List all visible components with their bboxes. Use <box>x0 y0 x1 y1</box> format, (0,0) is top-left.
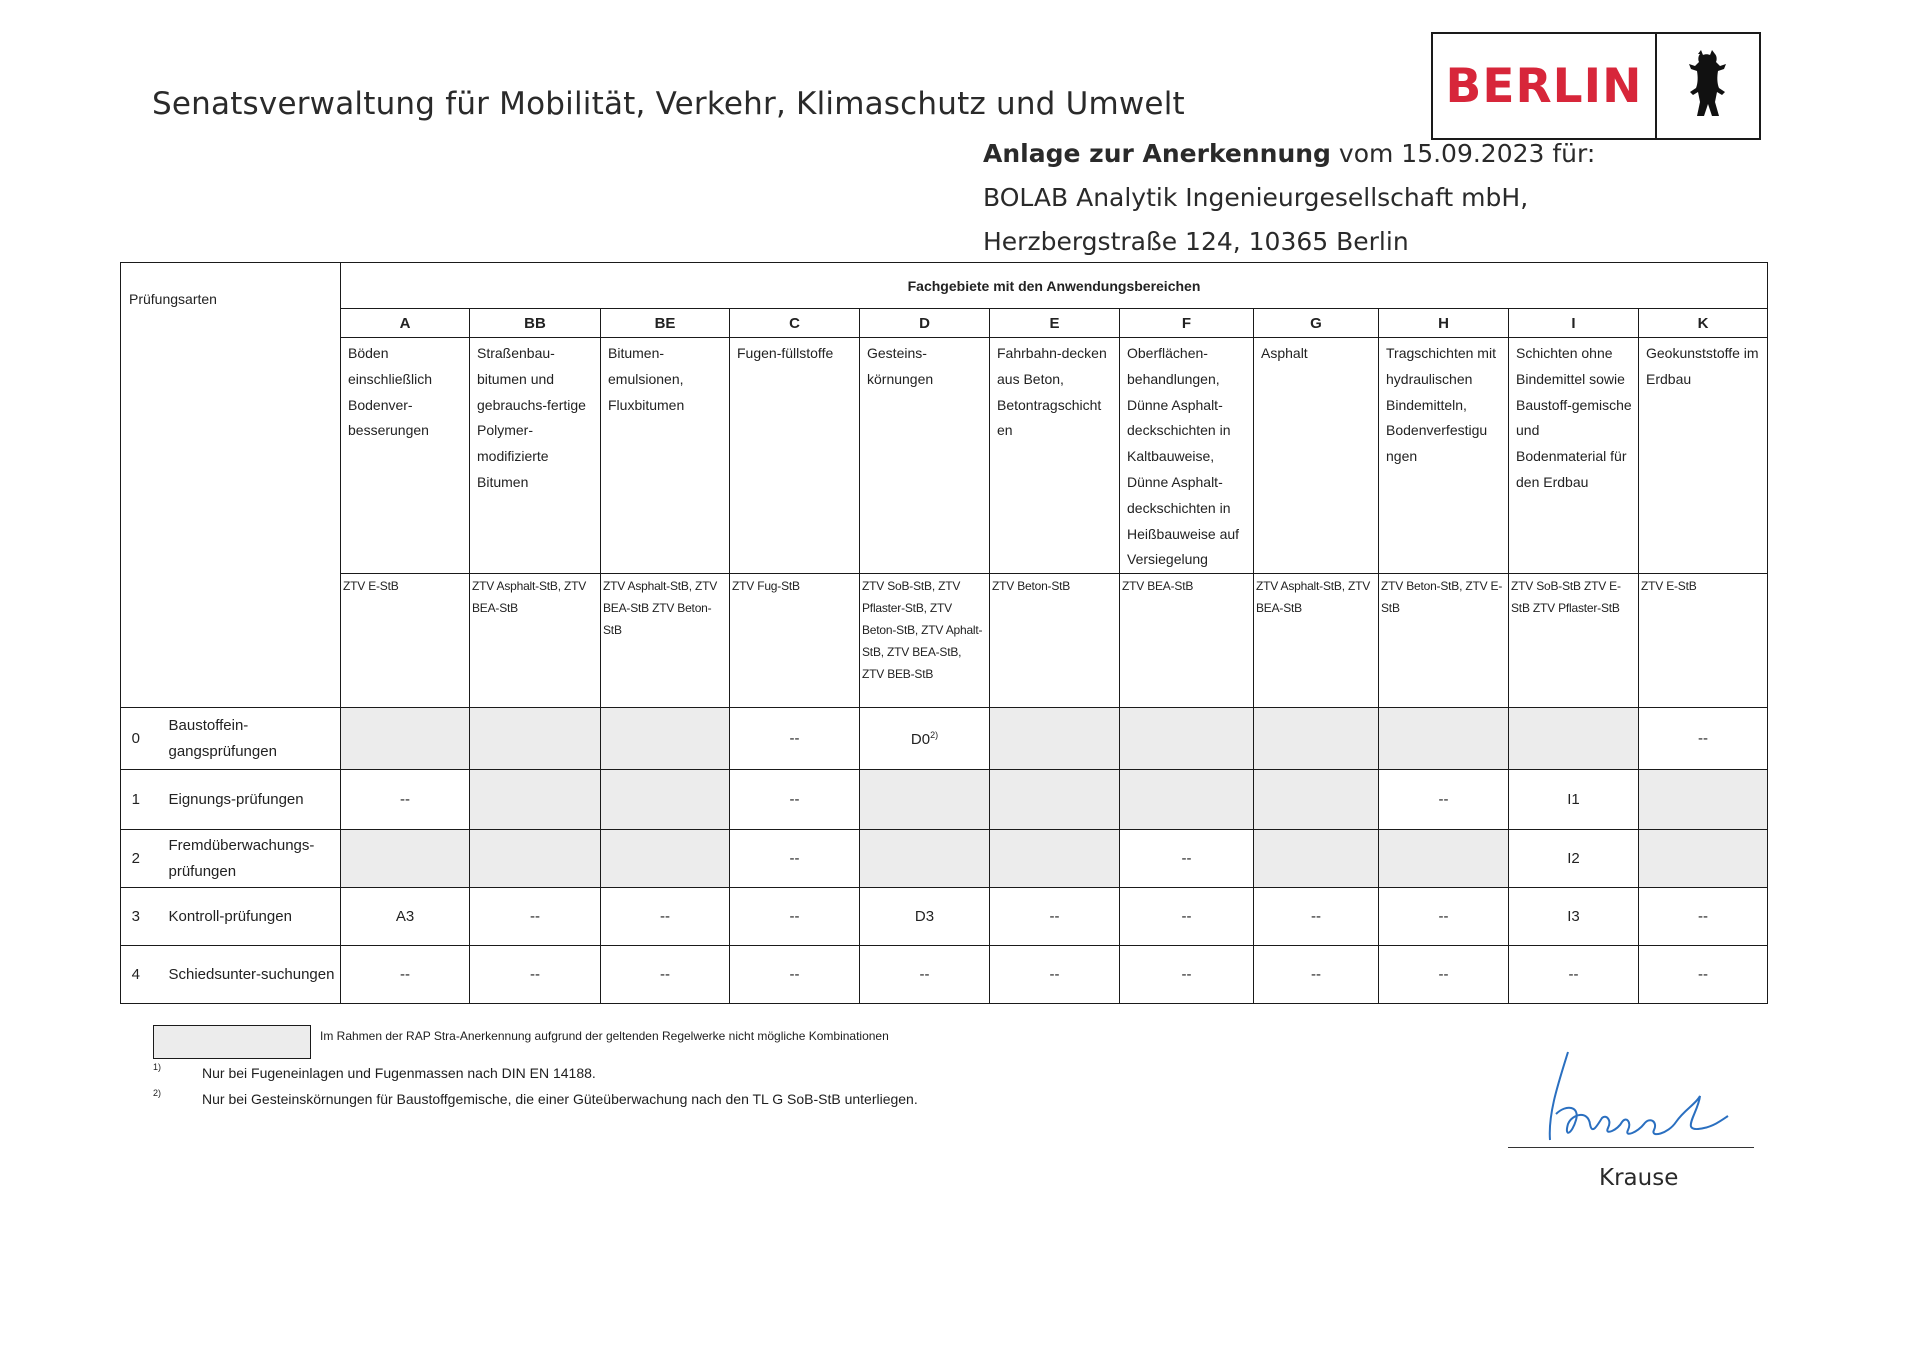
table-cell <box>1379 770 1509 830</box>
table-row <box>121 830 1768 888</box>
column-letter-k: K <box>1639 309 1768 338</box>
cell-value: -- <box>530 908 540 926</box>
table-cell <box>860 708 990 770</box>
column-regulations-text: ZTV BEA-StB <box>1122 579 1194 594</box>
cell-value: -- <box>789 850 800 868</box>
cell-value: -- <box>660 908 670 926</box>
row-test-type-label: Kontroll-prüfungen <box>168 907 292 925</box>
column-description <box>1379 338 1509 574</box>
table-cell <box>990 770 1120 830</box>
table-cell <box>601 946 730 1004</box>
signature-line <box>1508 1147 1754 1148</box>
table-cell <box>470 708 601 770</box>
anlage-block <box>983 132 1595 264</box>
column-description-text: Oberflächen-behandlungen, Dünne Asphalt-deckschichten in Kaltbauweise, Dünne Asphalt-deckschichten in Heißbauweise auf Versiegelung <box>1127 345 1240 568</box>
footnote-mark: 2) <box>153 1088 162 1098</box>
table-cell <box>1120 888 1254 946</box>
row-number: 3 <box>121 888 151 946</box>
cell-value: I3 <box>1567 908 1580 926</box>
table-cell <box>1509 830 1639 888</box>
table-cell <box>341 830 470 888</box>
anlage-line <box>983 132 1595 176</box>
table-cell <box>1254 708 1379 770</box>
column-description-text: Bitumen-emulsionen, Fluxbitumen <box>608 345 685 413</box>
column-description <box>1254 338 1379 574</box>
row-test-type <box>151 830 341 888</box>
table-row <box>121 708 1768 770</box>
column-letter-f: F <box>1120 309 1254 338</box>
row-number: 1 <box>121 770 151 830</box>
row-number: 0 <box>121 708 151 770</box>
table-cell <box>601 708 730 770</box>
anlage-date: vom 15.09.2023 für: <box>1330 139 1596 168</box>
column-regulations <box>1509 574 1639 708</box>
berlin-bear-icon <box>1657 34 1759 138</box>
column-regulations-text: ZTV Beton-StB <box>992 579 1071 594</box>
table-cell <box>730 830 860 888</box>
cell-value: -- <box>1311 908 1321 926</box>
column-regulations-text: ZTV E-StB <box>1641 579 1697 594</box>
cell-value: -- <box>1311 966 1321 984</box>
pruefungsarten-header <box>121 263 341 708</box>
column-regulations <box>1254 574 1379 708</box>
column-letter-c: C <box>730 309 860 338</box>
column-letter-e: E <box>990 309 1120 338</box>
column-letter-d: D <box>860 309 990 338</box>
table-cell <box>1509 708 1639 770</box>
column-regulations <box>470 574 601 708</box>
column-regulations-text: ZTV Beton-StB, ZTV E-StB <box>1381 579 1503 616</box>
row-number: 4 <box>121 946 151 1004</box>
table-cell <box>1509 888 1639 946</box>
cell-value: -- <box>1698 908 1708 926</box>
table-cell <box>1639 770 1768 830</box>
column-regulations-text: ZTV E-StB <box>343 579 399 594</box>
handwritten-signature <box>1528 1044 1748 1158</box>
company-address: Herzbergstraße 124, 10365 Berlin <box>983 227 1409 256</box>
table-cell <box>601 888 730 946</box>
footnote-reference: 2) <box>930 729 939 740</box>
column-letter-g: G <box>1254 309 1379 338</box>
cell-value: -- <box>1049 908 1060 926</box>
column-regulations <box>730 574 860 708</box>
table-cell <box>990 708 1120 770</box>
column-description-text: Fugen-füllstoffe <box>737 345 834 361</box>
berlin-logo <box>1431 32 1761 140</box>
row-test-type-label: Schiedsunter-suchungen <box>168 965 335 983</box>
table-cell <box>601 770 730 830</box>
column-description-text: Schichten ohne Bindemittel sowie Baustoff-gemische und Bodenmaterial für den Erdbau <box>1516 345 1632 490</box>
pruefungsarten-label: Prüfungsarten <box>129 291 217 307</box>
authority-title: Senatsverwaltung für Mobilität, Verkehr, Klimaschutz und Umwelt <box>152 86 1185 122</box>
column-description-text: Tragschichten mit hydraulischen Bindemitteln, Bodenverfestigu ngen <box>1386 345 1496 465</box>
table-row <box>121 888 1768 946</box>
table-row <box>121 770 1768 830</box>
column-regulations-text: ZTV SoB-StB, ZTV Pflaster-StB, ZTV Beton-StB, ZTV Aphalt-StB, ZTV BEA-StB, ZTV BEB-StB <box>862 579 983 682</box>
cell-value: A3 <box>395 908 415 926</box>
column-regulations <box>601 574 730 708</box>
row-test-type-label: Baustoffein-gangsprüfungen <box>168 716 277 760</box>
table-cell <box>990 830 1120 888</box>
table-cell <box>341 708 470 770</box>
table-cell <box>1120 830 1254 888</box>
table-cell <box>1639 830 1768 888</box>
company-name: BOLAB Analytik Ingenieurgesellschaft mbH, <box>983 183 1529 212</box>
table-cell <box>1254 830 1379 888</box>
table-cell <box>730 888 860 946</box>
cell-value: I1 <box>1567 791 1580 809</box>
table-cell <box>860 946 990 1004</box>
table-row <box>121 946 1768 1004</box>
logo-wordmark: BERLIN <box>1433 34 1657 138</box>
signature-name: Krause <box>1599 1165 1679 1191</box>
column-regulations <box>1639 574 1768 708</box>
column-description-text: Fahrbahn-decken aus Beton, Betontragschicht en <box>997 345 1107 439</box>
table-cell <box>1254 770 1379 830</box>
column-regulations <box>860 574 990 708</box>
table-cell <box>341 888 470 946</box>
footnote-mark: 1) <box>153 1062 162 1072</box>
table-cell <box>1639 946 1768 1004</box>
table-cell <box>1639 888 1768 946</box>
table-cell <box>1379 830 1509 888</box>
column-regulations <box>1120 574 1254 708</box>
table-cell <box>1509 946 1639 1004</box>
row-number: 2 <box>121 830 151 888</box>
footnote-text: Nur bei Gesteinskörnungen für Baustoffgemische, die einer Güteüberwachung nach den TL G SoB-StB unterliegen. <box>202 1091 918 1107</box>
cell-value: -- <box>919 966 930 984</box>
table-cell <box>470 770 601 830</box>
row-test-type <box>151 708 341 770</box>
column-regulations-text: ZTV SoB-StB ZTV E-StB ZTV Pflaster-StB <box>1511 579 1621 616</box>
cell-value: -- <box>400 966 410 984</box>
cell-value: -- <box>400 791 410 809</box>
column-description <box>730 338 860 574</box>
table-cell <box>1120 770 1254 830</box>
cell-value: -- <box>1181 908 1192 926</box>
cell-value: -- <box>1438 791 1449 809</box>
column-description-text: Gesteins-körnungen <box>867 345 934 387</box>
cell-value: -- <box>1698 730 1708 748</box>
column-description <box>990 338 1120 574</box>
cell-value: D0 <box>910 730 931 748</box>
cell-value: -- <box>789 908 800 926</box>
table-cell <box>1254 946 1379 1004</box>
column-letter-a: A <box>341 309 470 338</box>
cell-value: -- <box>1181 850 1192 868</box>
column-letter-i: I <box>1509 309 1639 338</box>
cell-value: -- <box>789 966 800 984</box>
column-letter-h: H <box>1379 309 1509 338</box>
table-cell <box>470 946 601 1004</box>
column-regulations-text: ZTV Asphalt-StB, ZTV BEA-StB <box>1256 579 1371 616</box>
column-description-text: Straßenbau-bitumen und gebrauchs-fertige Polymer-modifizierte Bitumen <box>477 345 586 490</box>
table-cell <box>1639 708 1768 770</box>
cell-value: -- <box>789 791 800 809</box>
cell-value: -- <box>789 730 800 748</box>
table-cell <box>860 770 990 830</box>
table-cell <box>1509 770 1639 830</box>
table-cell <box>1254 888 1379 946</box>
table-cell <box>730 708 860 770</box>
column-description <box>1509 338 1639 574</box>
table-cell <box>990 946 1120 1004</box>
cell-value: -- <box>1698 966 1708 984</box>
column-letter-bb: BB <box>470 309 601 338</box>
cell-value: -- <box>1438 966 1449 984</box>
table-cell <box>1120 708 1254 770</box>
row-test-type-label: Fremdüberwachungs-prüfungen <box>168 836 315 880</box>
cell-value: -- <box>660 966 670 984</box>
row-test-type-label: Eignungs-prüfungen <box>168 790 304 808</box>
cell-value: -- <box>1181 966 1192 984</box>
table-cell <box>1379 888 1509 946</box>
column-description-text: Böden einschließlich Bodenver-besserungen <box>348 345 433 439</box>
table-cell <box>341 770 470 830</box>
cell-value: -- <box>1049 966 1060 984</box>
column-regulations-text: ZTV Asphalt-StB, ZTV BEA-StB ZTV Beton-StB <box>603 579 718 638</box>
column-description-text: Geokunststoffe im Erdbau <box>1646 345 1759 387</box>
column-description <box>470 338 601 574</box>
table-cell <box>1379 708 1509 770</box>
column-regulations-text: ZTV Asphalt-StB, ZTV BEA-StB <box>472 579 587 616</box>
row-test-type <box>151 770 341 830</box>
column-description-text: Asphalt <box>1261 345 1308 361</box>
column-regulations <box>990 574 1120 708</box>
column-letter-be: BE <box>601 309 730 338</box>
cell-value: D3 <box>914 908 935 926</box>
column-description <box>341 338 470 574</box>
column-regulations-text: ZTV Fug-StB <box>732 579 800 594</box>
table-cell <box>470 830 601 888</box>
table-cell <box>860 888 990 946</box>
table-cell <box>1379 946 1509 1004</box>
table-cell <box>730 946 860 1004</box>
column-regulations <box>341 574 470 708</box>
table-cell <box>1120 946 1254 1004</box>
cell-value: -- <box>1568 966 1579 984</box>
table-cell <box>730 770 860 830</box>
column-description <box>601 338 730 574</box>
table-cell <box>990 888 1120 946</box>
column-regulations <box>1379 574 1509 708</box>
table-cell <box>341 946 470 1004</box>
fachgebiete-header: Fachgebiete mit den Anwendungsbereichen <box>341 263 1768 309</box>
pruefungsarten-table <box>120 262 1768 1004</box>
column-description <box>1639 338 1768 574</box>
legend-gray-swatch <box>153 1025 311 1059</box>
legend-text: Im Rahmen der RAP Stra-Anerkennung aufgrund der geltenden Regelwerke nicht mögliche Kombinationen <box>320 1029 889 1043</box>
anlage-title: Anlage zur Anerkennung <box>983 139 1331 168</box>
table-cell <box>470 888 601 946</box>
column-description <box>1120 338 1254 574</box>
table-cell <box>601 830 730 888</box>
cell-value: -- <box>530 966 540 984</box>
row-test-type <box>151 946 341 1004</box>
cell-value: -- <box>1438 908 1449 926</box>
footnote-text: Nur bei Fugeneinlagen und Fugenmassen nach DIN EN 14188. <box>202 1065 596 1081</box>
row-test-type <box>151 888 341 946</box>
column-description <box>860 338 990 574</box>
table-cell <box>860 830 990 888</box>
cell-value: I2 <box>1567 850 1580 868</box>
